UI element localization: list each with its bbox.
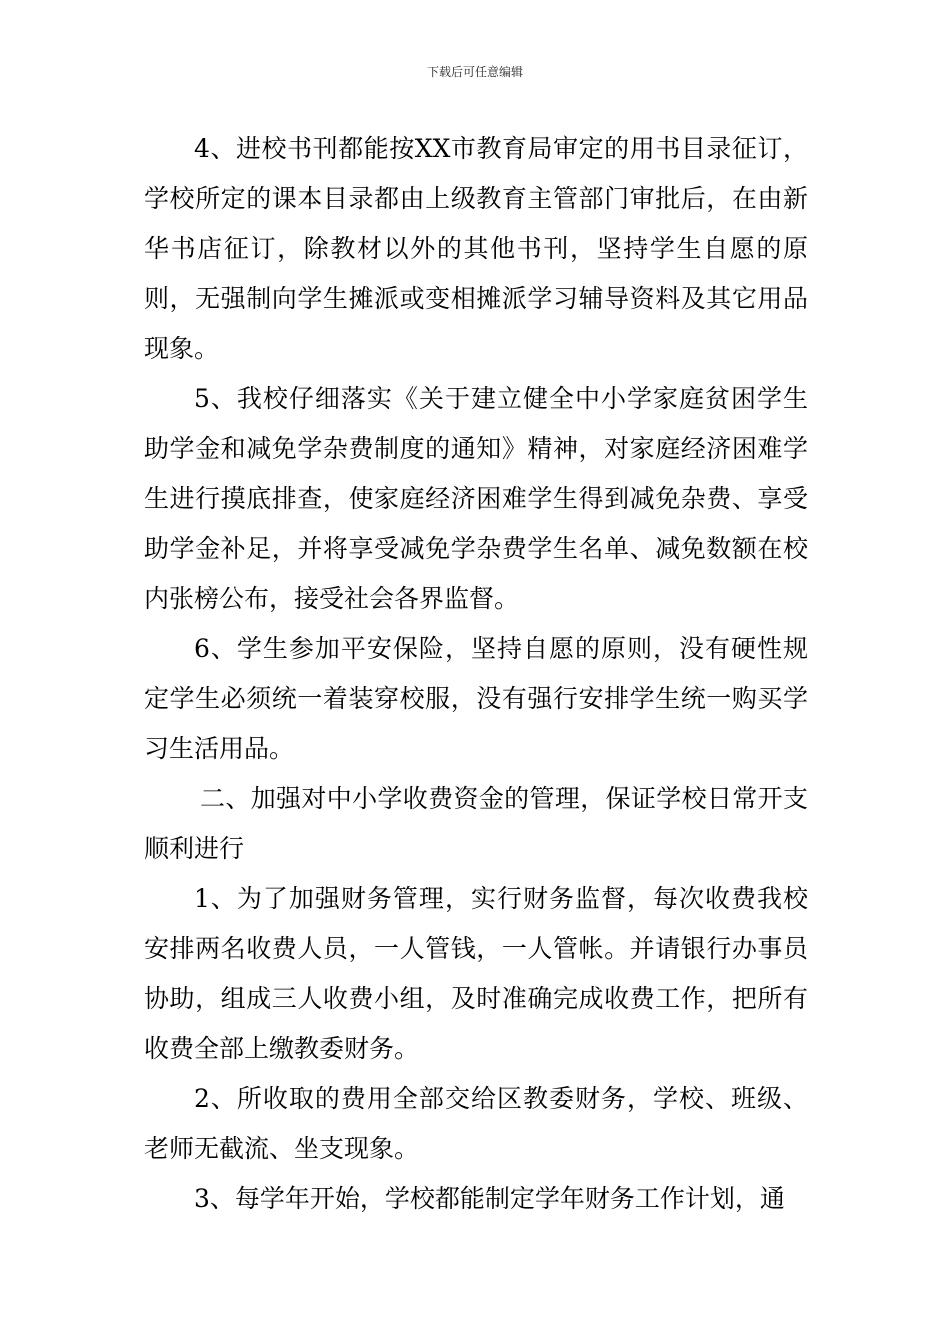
paragraph-item-2: 2、所收取的费用全部交给区教委财务，学校、班级、老师无截流、坐支现象。 <box>144 1084 808 1163</box>
section-heading-2: 二、加强对中小学收费资金的管理，保证学校日常开支顺利进行 <box>144 784 808 863</box>
paragraph-item-1: 1、为了加强财务管理，实行财务监督，每次收费我校安排两名收费人员，一人管钱，一人管帐。并请银行办事员协助，组成三人收费小组，及时准确完成收费工作，把所有收费全部上缴教委财务。 <box>144 884 808 1063</box>
document-body <box>144 124 808 1224</box>
page-header: 下载后可任意编辑 <box>426 65 523 79</box>
paragraph-item-5: 5、我校仔细落实《关于建立健全中小学家庭贫困学生助学金和减免学杂费制度的通知》精神，对家庭经济困难学生进行摸底排查，使家庭经济困难学生得到减免杂费、享受助学金补足，并将享受减免学杂费学生名单、减免数额在校内张榜公布，接受社会各界监督。 <box>144 384 808 613</box>
paragraph-item-6: 6、学生参加平安保险，坚持自愿的原则，没有硬性规定学生必须统一着装穿校服，没有强行安排学生统一购买学习生活用品。 <box>144 634 808 763</box>
paragraph-item-3: 3、每学年开始，学校都能制定学年财务工作计划，通 <box>194 1184 785 1213</box>
paragraph-item-4: 4、进校书刊都能按XX市教育局审定的用书目录征订，学校所定的课本目录都由上级教育主管部门审批后，在由新华书店征订，除教材以外的其他书刊，坚持学生自愿的原则，无强制向学生摊派或变相摊派学习辅导资料及其它用品现象。 <box>144 134 808 363</box>
